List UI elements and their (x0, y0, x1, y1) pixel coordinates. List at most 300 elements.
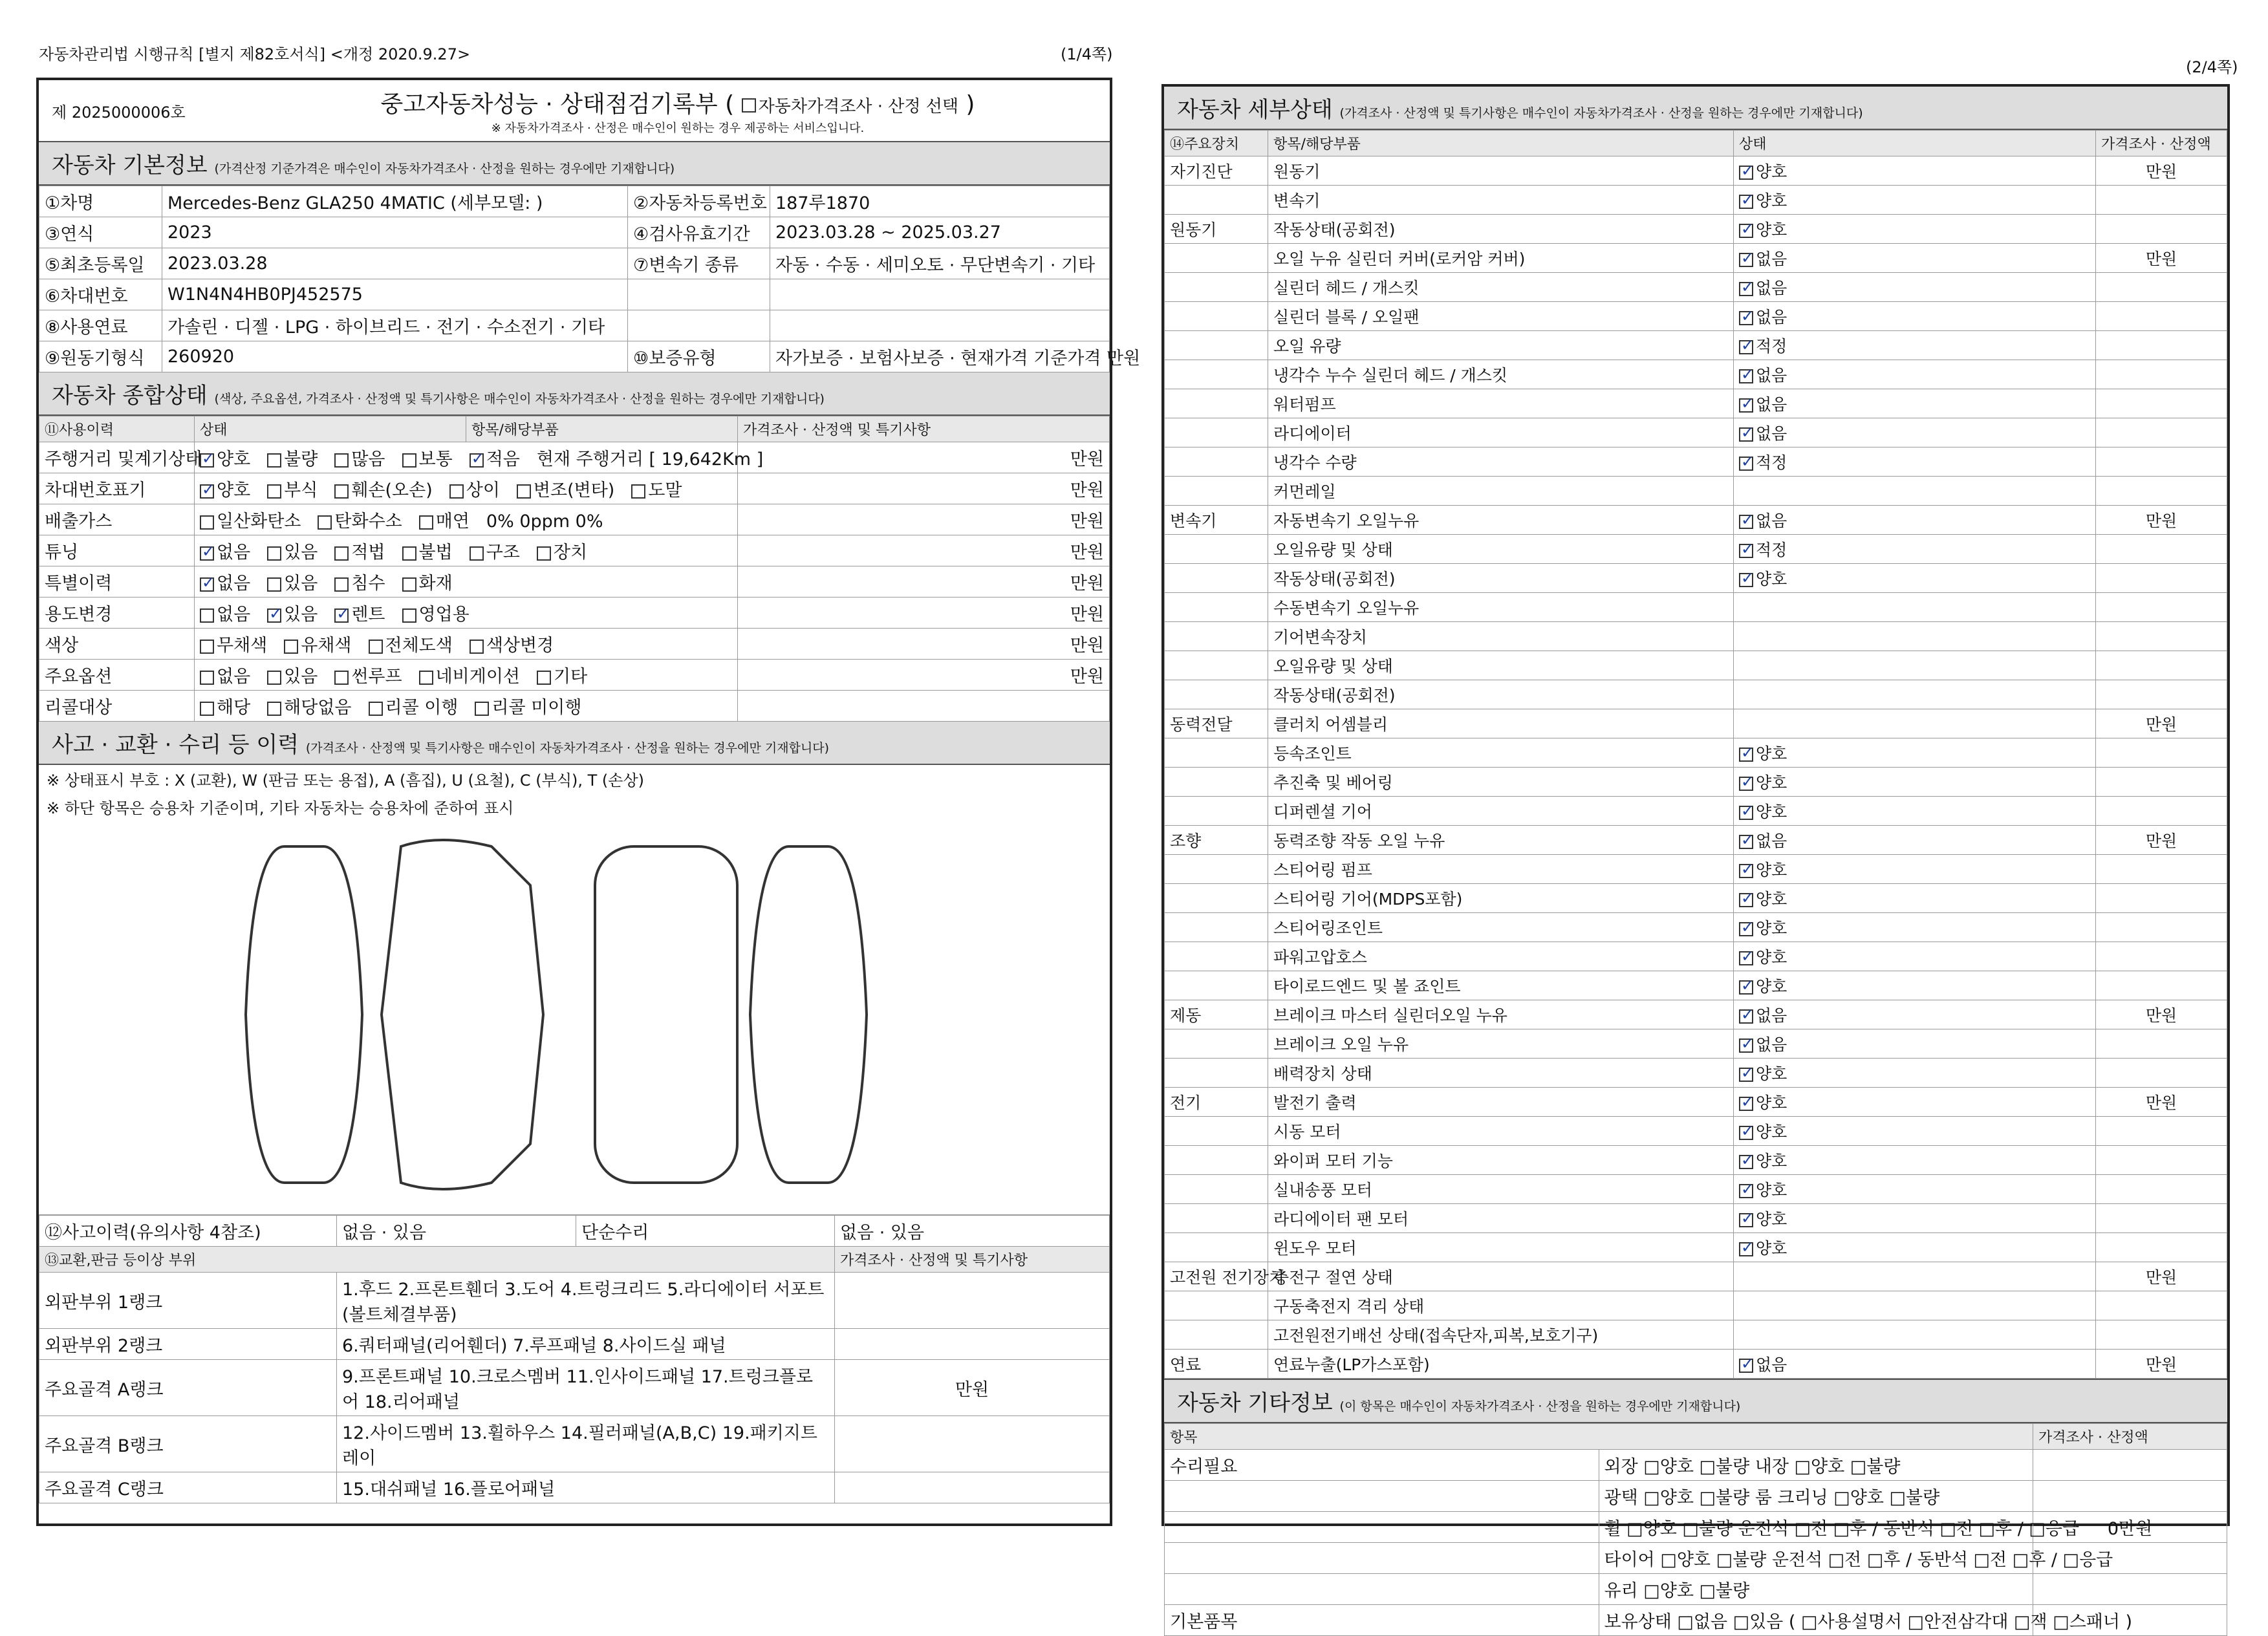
table-row (1165, 302, 2227, 331)
row-label (39, 504, 195, 535)
row-label (1165, 1088, 1268, 1117)
checkbox[interactable] (1739, 369, 1753, 383)
cell-text: 2023 (167, 222, 212, 242)
status-cell (1734, 1088, 2096, 1117)
cell-text: 만원 (2145, 511, 2177, 530)
cell-text: 항목 (1170, 1430, 1198, 1446)
checkbox-label: 없음 (1756, 366, 1787, 385)
option-cell (195, 691, 738, 722)
price-cell (2096, 1088, 2227, 1117)
checkbox[interactable] (267, 484, 281, 499)
checkbox[interactable] (1739, 166, 1753, 180)
status-cell (1734, 1291, 2096, 1320)
price-cell (2096, 768, 2227, 797)
price-cell (738, 535, 1110, 566)
car-outline-diagram (39, 821, 1110, 1209)
row-label (1165, 1450, 1599, 1481)
price-cell (2096, 826, 2227, 855)
basic-title: 자동차 기본정보 (가격산정 기준가격은 매수인이 자동차가격조사 · 산정을 원하는 경우에만 기재합니다) (39, 142, 1110, 186)
checkbox[interactable] (402, 608, 416, 623)
field-label (628, 341, 770, 372)
status-cell (1734, 331, 2096, 360)
cell-text: 튜닝 (45, 543, 79, 563)
status-cell (1734, 1146, 2096, 1175)
cell-text: 만원 (1070, 449, 1104, 469)
status-cell (1734, 1059, 2096, 1088)
status-cell (1734, 418, 2096, 447)
price-cell (2096, 1029, 2227, 1059)
row-label (1165, 942, 1268, 971)
checkbox[interactable] (1739, 544, 1753, 558)
checkbox[interactable] (334, 577, 349, 592)
accident-title: 사고 · 교환 · 수리 등 이력 (가격조사 · 산정액 및 특기사항은 매수인이 자동차가격조사 · 산정을 원하는 경우에만 기재합니다) (39, 722, 1110, 765)
cell-text: 만원 (2145, 1093, 2177, 1112)
row-label (1268, 1233, 1734, 1262)
extra-value: 현재 주행거리 [ 19,642Km ] (536, 449, 764, 469)
price-cell (2096, 1117, 2227, 1146)
checkbox[interactable] (200, 546, 214, 561)
row-label (576, 1216, 835, 1247)
checkbox[interactable] (267, 702, 281, 716)
checkbox[interactable] (267, 577, 281, 592)
checkbox[interactable] (470, 640, 484, 654)
table-row (1165, 971, 2227, 1000)
checkbox-label: 양호 (1756, 890, 1787, 909)
table-row (1165, 826, 2227, 855)
checkbox[interactable] (1739, 340, 1753, 354)
table-row (39, 1472, 1110, 1503)
page-two (1161, 84, 2230, 1632)
row-label (1268, 855, 1734, 884)
row-label (1165, 244, 1268, 273)
field-value (337, 1273, 835, 1329)
cell-text: 냉각수 누수 실린더 헤드 / 개스킷 (1273, 366, 1508, 385)
checkbox[interactable] (419, 515, 433, 530)
checkbox-label: 전체도색 (385, 636, 453, 656)
cell-text: 만원 (1070, 667, 1104, 687)
other-title: 자동차 기타정보 (이 항목은 매수인이 자동차가격조사 · 산정을 원하는 경우에만 기재합니다) (1164, 1379, 2227, 1423)
checkbox[interactable] (402, 546, 416, 561)
checkbox[interactable] (200, 702, 214, 716)
status-cell (1734, 913, 2096, 942)
status-cell (1734, 768, 2096, 797)
checkbox[interactable] (537, 671, 551, 685)
status-cell (1734, 1233, 2096, 1262)
cell-text: 12.사이드멤버 13.휠하우스 14.필러패널(A,B,C) 19.패키지트레이 (342, 1423, 817, 1469)
field-value (1599, 1605, 2133, 1636)
cell-text: 상태 (1739, 136, 1767, 153)
checkbox[interactable] (402, 453, 416, 468)
table-row (39, 504, 1110, 535)
price-cell (835, 1273, 1110, 1329)
cell-text: 수리필요 (1170, 1457, 1238, 1477)
checkbox-label: 유채색 (301, 636, 352, 656)
checkbox-label: 없음 (1756, 832, 1787, 850)
checkbox[interactable] (1739, 1126, 1753, 1140)
table-row (39, 535, 1110, 566)
table-row (1165, 1059, 2227, 1088)
table-row (39, 186, 1110, 217)
cell-text: 브레이크 마스터 실린더오일 누유 (1273, 1006, 1507, 1025)
status-cell (1734, 826, 2096, 855)
checkbox[interactable] (1739, 748, 1753, 762)
checkbox-label: 화재 (418, 574, 453, 594)
cell-text: 용도변경 (45, 605, 113, 625)
checkbox[interactable] (419, 671, 433, 685)
row-label (39, 597, 195, 629)
table-row (1165, 244, 2227, 273)
cell-text: 원동기 (1273, 162, 1321, 181)
cell-text: 주요골격 A랭크 (45, 1379, 164, 1400)
doc-title: 중고자동차성능 · 상태점검기록부 (380, 91, 718, 118)
checkbox[interactable] (1739, 195, 1753, 209)
price-service-checkbox[interactable] (742, 98, 756, 113)
cell-text: 추진축 및 베어링 (1273, 773, 1393, 792)
checkbox[interactable] (1739, 777, 1753, 791)
checkbox[interactable] (1739, 1097, 1753, 1111)
price-cell (2096, 1350, 2227, 1379)
table-row (1165, 1574, 2227, 1605)
checkbox[interactable] (369, 640, 383, 654)
table-row (1165, 913, 2227, 942)
table-row (1165, 768, 2227, 797)
cell-text: 없음 · 있음 (840, 1223, 925, 1243)
status-cell (1734, 738, 2096, 768)
checkbox[interactable] (334, 453, 349, 468)
row-label (1165, 535, 1268, 564)
row-label (1268, 1204, 1734, 1233)
checkbox-label: 기타 (554, 667, 588, 687)
checkbox[interactable] (1739, 806, 1753, 820)
checkbox[interactable] (1739, 864, 1753, 878)
cell-text: 9.프론트패널 10.크로스멤버 11.인사이드패널 17.트렁크플로어 18.리어패널 (342, 1367, 814, 1412)
checkbox[interactable] (1739, 224, 1753, 238)
checkbox[interactable] (267, 546, 281, 561)
row-label (39, 660, 195, 691)
row-label (1268, 477, 1734, 506)
checkbox-label: 양호 (1756, 1064, 1787, 1083)
status-cell (1734, 797, 2096, 826)
checkbox-label: 있음 (284, 605, 318, 625)
table-row (39, 1216, 1110, 1247)
table-row (1165, 680, 2227, 709)
table-row (1165, 1088, 2227, 1117)
status-cell (1734, 389, 2096, 418)
checkbox[interactable] (1739, 1009, 1753, 1024)
status-cell (1734, 1350, 2096, 1379)
row-label (1268, 1029, 1734, 1059)
checkbox[interactable] (1739, 427, 1753, 442)
checkbox[interactable] (470, 546, 484, 561)
checkbox[interactable] (1739, 1213, 1753, 1227)
checkbox[interactable] (267, 453, 281, 468)
checkbox[interactable] (1739, 253, 1753, 267)
field-label (628, 279, 770, 310)
field-label (628, 310, 770, 341)
table-header (1165, 131, 2227, 156)
checkbox[interactable] (517, 484, 531, 499)
table-row (39, 691, 1110, 722)
cell-text: 스티어링 펌프 (1273, 861, 1372, 879)
row-label (1268, 1320, 1734, 1350)
cell-text: ⑥차대번호 (45, 286, 128, 307)
checkbox[interactable] (200, 608, 214, 623)
checkbox[interactable] (334, 484, 349, 499)
row-label (1268, 564, 1734, 593)
cell-text: 브레이크 오일 누유 (1273, 1035, 1409, 1054)
row-label (39, 1247, 835, 1273)
checkbox[interactable] (1739, 1242, 1753, 1256)
status-cell (1734, 535, 2096, 564)
row-label (39, 1416, 337, 1472)
checkbox[interactable] (1739, 1068, 1753, 1082)
checkbox[interactable] (334, 546, 349, 561)
cell-text: 등속조인트 (1273, 744, 1352, 763)
status-cell (1734, 447, 2096, 477)
table-row (1165, 1512, 2227, 1543)
row-label (1165, 215, 1268, 244)
cell-text: 동력전달 (1170, 715, 1233, 734)
row-label (1165, 1117, 1268, 1146)
checkbox[interactable] (1739, 922, 1753, 936)
price-cell (2096, 855, 2227, 884)
cell-text: 기본품목 (1170, 1612, 1238, 1632)
checkbox[interactable] (200, 671, 214, 685)
checkbox[interactable] (1739, 515, 1753, 529)
doc-number: 제 2025000006호 (52, 103, 186, 122)
table-row (1165, 593, 2227, 622)
cell-text: 라디에이터 (1273, 424, 1352, 443)
checkbox-label: 없음 (1756, 395, 1787, 414)
checkbox[interactable] (402, 577, 416, 592)
price-cell (2096, 1000, 2227, 1029)
table-row (1165, 535, 2227, 564)
row-label (1165, 1059, 1268, 1088)
row-label (1268, 186, 1734, 215)
checkbox-label: 구조 (486, 543, 520, 563)
field-value (770, 310, 1110, 341)
status-cell (1734, 564, 2096, 593)
cell-text: 6.쿼터패널(리어휀더) 7.루프패널 8.사이드실 패널 (342, 1336, 726, 1356)
field-label (628, 217, 770, 248)
price-cell (835, 1360, 1110, 1416)
status-cell (1734, 1204, 2096, 1233)
checkbox[interactable] (1739, 1184, 1753, 1198)
table-row (39, 629, 1110, 660)
cell-text: 실린더 헤드 / 개스킷 (1273, 279, 1420, 297)
checkbox[interactable] (334, 608, 349, 623)
row-label (1268, 942, 1734, 971)
field-value (770, 279, 1110, 310)
checkbox[interactable] (1739, 311, 1753, 325)
price-cell (2096, 1262, 2227, 1291)
checkbox[interactable] (267, 608, 281, 623)
row-label (1268, 447, 1734, 477)
row-label (39, 1472, 337, 1503)
checkbox[interactable] (1739, 835, 1753, 849)
cell-text: 오일 유량 (1273, 337, 1341, 356)
row-label (1165, 593, 1268, 622)
checkbox[interactable] (284, 640, 298, 654)
checkbox[interactable] (369, 702, 383, 716)
row-label (1165, 418, 1268, 447)
checkbox-label: 양호 (1756, 1239, 1787, 1258)
row-label (1268, 1088, 1734, 1117)
page-number: (1/4쪽) (1061, 45, 1113, 63)
checkbox[interactable] (200, 577, 214, 592)
checkbox[interactable] (631, 484, 645, 499)
checkbox[interactable] (449, 484, 464, 499)
cell-text: 항목/해당부품 (471, 422, 559, 438)
table-row (1165, 506, 2227, 535)
checkbox[interactable] (200, 453, 214, 468)
status-cell (1734, 186, 2096, 215)
status-cell (1734, 273, 2096, 302)
table-row (1165, 564, 2227, 593)
checkbox[interactable] (1739, 282, 1753, 296)
checkbox-label: 없음 (217, 667, 251, 687)
field-label (39, 279, 162, 310)
row-label (39, 442, 202, 473)
checkbox[interactable] (1739, 573, 1753, 587)
field-value (337, 1416, 835, 1472)
table-row (1165, 1146, 2227, 1175)
cell-text: 워터펌프 (1273, 395, 1336, 414)
row-label (39, 1273, 337, 1329)
price-cell (2033, 1481, 2227, 1512)
table-row (39, 1416, 1110, 1472)
field-value (337, 1216, 576, 1247)
table-row (1165, 418, 2227, 447)
checkbox[interactable] (537, 546, 551, 561)
checkbox[interactable] (1739, 893, 1753, 907)
cell-text: 라디에이터 팬 모터 (1273, 1210, 1409, 1229)
checkbox[interactable] (200, 484, 214, 499)
cell-text: 단순수리 (581, 1223, 649, 1243)
cell-text: 고전원 전기장치 (1170, 1268, 1284, 1287)
checkbox[interactable] (200, 515, 214, 530)
checkbox-label: 양호 (1756, 1152, 1787, 1170)
row-label (1165, 1000, 1268, 1029)
cell-text: ⑩보증유형 (633, 349, 717, 369)
checkbox[interactable] (1739, 1039, 1753, 1053)
cell-text: 주요골격 B랭크 (45, 1436, 164, 1456)
checkbox[interactable] (1739, 398, 1753, 413)
price-cell (2096, 389, 2227, 418)
status-cell (1734, 680, 2096, 709)
checkbox[interactable] (1739, 1359, 1753, 1373)
price-cell (2096, 535, 2227, 564)
detail-table (1164, 130, 2227, 1379)
row-label (1268, 593, 1734, 622)
price-cell (2096, 564, 2227, 593)
checkbox[interactable] (318, 515, 332, 530)
checkbox[interactable] (1739, 1155, 1753, 1169)
checkbox-label: 양호 (1756, 1123, 1787, 1141)
table-row (39, 310, 1110, 341)
option-cell (195, 629, 738, 660)
checkbox[interactable] (475, 702, 489, 716)
cell-text: 냉각수 수량 (1273, 453, 1357, 472)
row-label (1165, 1512, 1599, 1543)
cell-text: ⑬교환,판금 등이상 부위 (45, 1253, 197, 1269)
table-row (1165, 651, 2227, 680)
checkbox-label: 양호 (1756, 802, 1787, 821)
form-header: 자동차관리법 시행규칙 [별지 제82호서식] <개정 2020.9.27> (39, 45, 471, 63)
row-label (1268, 680, 1734, 709)
row-label (1268, 1175, 1734, 1204)
checkbox-label: 무채색 (217, 636, 268, 656)
cell-text: 수동변속기 오일누유 (1273, 599, 1420, 618)
checkbox[interactable] (200, 640, 214, 654)
detail-title: 자동차 세부상태 (가격조사 · 산정액 및 특기사항은 매수인이 자동차가격조사 · 산정을 원하는 경우에만 기재합니다) (1164, 87, 2227, 130)
checkbox-label: 있음 (284, 667, 318, 687)
checkbox[interactable] (470, 453, 484, 468)
cell-text: 외장 □양호 □불량 내장 □양호 □불량 (1604, 1457, 1901, 1477)
field-label (628, 186, 770, 217)
checkbox-label: 탄화수소 (334, 511, 402, 532)
table-row (39, 279, 1110, 310)
price-cell (2096, 477, 2227, 506)
status-cell (1734, 709, 2096, 738)
price-cell (2096, 447, 2227, 477)
field-value (162, 217, 628, 248)
cell-text: ⑨원동기형식 (45, 349, 145, 369)
table-row (1165, 1605, 2227, 1636)
cell-text: 없음 · 있음 (342, 1223, 427, 1243)
cell-text: 변속기 (1170, 511, 1217, 530)
row-label (1165, 738, 1268, 768)
table-row (39, 442, 1110, 473)
field-value (1599, 1450, 2033, 1481)
cell-text: 색상 (45, 636, 79, 656)
row-label (1268, 156, 1734, 186)
price-cell (738, 691, 1110, 722)
checkbox[interactable] (334, 671, 349, 685)
table-row (39, 217, 1110, 248)
price-cell (2096, 622, 2227, 651)
doc-note: ※ 자동차가격조사 · 산정은 매수인이 원하는 경우 제공하는 서비스입니다. (491, 121, 865, 135)
checkbox-label: 양호 (217, 449, 251, 469)
checkbox[interactable] (267, 671, 281, 685)
cell-text: 파워고압호스 (1273, 948, 1367, 967)
cell-text: 항목/해당부품 (1273, 136, 1361, 153)
cell-text: 구동축전지 격리 상태 (1273, 1297, 1425, 1316)
table-row (1165, 1117, 2227, 1146)
price-cell (2096, 156, 2227, 186)
checkbox-label: 해당없음 (284, 698, 352, 718)
cell-text: 만원 (1070, 636, 1104, 656)
checkbox-label: 리콜 이행 (385, 698, 459, 718)
checkbox[interactable] (1739, 980, 1753, 995)
price-cell (2096, 186, 2227, 215)
row-label (1268, 506, 1734, 535)
cell-text: 스티어링 기어(MDPS포함) (1273, 890, 1463, 909)
vehicle-note: ※ 하단 항목은 승용차 기준이며, 기타 자동차는 승용차에 준하여 표시 (47, 799, 514, 817)
checkbox[interactable] (1739, 457, 1753, 471)
checkbox[interactable] (1739, 951, 1753, 965)
row-label (1268, 1059, 1734, 1088)
cell-text: 만원 (2145, 1006, 2177, 1025)
cell-text: 주행거리 및계기상태 (45, 449, 202, 469)
row-label (1268, 1117, 1734, 1146)
cell-text: 상태 (200, 422, 228, 438)
column-header (738, 416, 1110, 442)
field-value (337, 1360, 835, 1416)
cell-text: 와이퍼 모터 기능 (1273, 1152, 1393, 1170)
status-cell (1734, 215, 2096, 244)
cell-text: 동력조향 작동 오일 누유 (1273, 832, 1445, 850)
